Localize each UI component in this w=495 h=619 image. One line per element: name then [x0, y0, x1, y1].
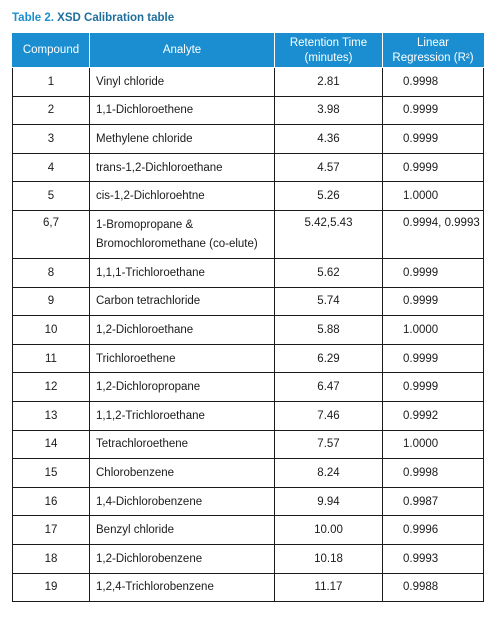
compound-cell: 2: [13, 96, 90, 125]
table-row: [13, 516, 484, 545]
compound-cell: 11: [13, 344, 90, 373]
compound-cell: 3: [13, 125, 90, 154]
table-row: [13, 96, 484, 125]
compound-cell: 9: [13, 287, 90, 316]
table-caption: [12, 12, 174, 24]
analyte-cell: Methylene chloride: [90, 125, 275, 154]
compound-cell: 5: [13, 182, 90, 211]
header-retention-time: [275, 34, 383, 68]
linear-regression-cell: 0.9998: [383, 68, 484, 97]
table-header-row: [13, 34, 484, 68]
retention-time-cell: 4.57: [275, 153, 383, 182]
linear-regression-cell: 0.9999: [383, 153, 484, 182]
table-row: [13, 210, 484, 258]
linear-regression-cell: 0.9999: [383, 96, 484, 125]
compound-cell: 1: [13, 68, 90, 97]
table-row: [13, 544, 484, 573]
table-row: [13, 573, 484, 602]
analyte-cell: [90, 210, 275, 258]
table-row: [13, 344, 484, 373]
table-row: [13, 182, 484, 211]
analyte-cell: 1,1-Dichloroethene: [90, 96, 275, 125]
analyte-line2: Bromochloromethane (co-elute): [96, 237, 258, 250]
retention-time-cell: 5.42,5.43: [275, 210, 383, 258]
analyte-cell: 1,2-Dichloropropane: [90, 373, 275, 402]
table-row: [13, 459, 484, 488]
analyte-cell: 1,4-Dichlorobenzene: [90, 487, 275, 516]
table-row: [13, 287, 484, 316]
retention-time-cell: 10.18: [275, 544, 383, 573]
compound-cell: 13: [13, 401, 90, 430]
compound-cell: 12: [13, 373, 90, 402]
table-row: [13, 258, 484, 287]
compound-cell: 16: [13, 487, 90, 516]
analyte-cell: 1,1,1-Trichloroethane: [90, 258, 275, 287]
retention-time-cell: 9.94: [275, 487, 383, 516]
calibration-table: [12, 33, 484, 602]
analyte-cell: trans-1,2-Dichloroethane: [90, 153, 275, 182]
compound-cell: 8: [13, 258, 90, 287]
analyte-cell: cis-1,2-Dichloroehtne: [90, 182, 275, 211]
table-row: [13, 487, 484, 516]
linear-regression-cell: 0.9999: [383, 258, 484, 287]
table-row: [13, 401, 484, 430]
linear-regression-cell: 0.9992: [383, 401, 484, 430]
analyte-cell: Tetrachloroethene: [90, 430, 275, 459]
retention-time-cell: 2.81: [275, 68, 383, 97]
retention-time-cell: 3.98: [275, 96, 383, 125]
table-row: [13, 430, 484, 459]
header-linear-regression-line1: Linear: [417, 36, 449, 49]
compound-cell: 4: [13, 153, 90, 182]
analyte-cell: Benzyl chloride: [90, 516, 275, 545]
linear-regression-cell: 0.9988: [383, 573, 484, 602]
retention-time-cell: 5.88: [275, 316, 383, 345]
retention-time-cell: 7.57: [275, 430, 383, 459]
linear-regression-cell: 0.9999: [383, 373, 484, 402]
analyte-cell: Chlorobenzene: [90, 459, 275, 488]
analyte-cell: 1,2-Dichlorobenzene: [90, 544, 275, 573]
retention-time-cell: 8.24: [275, 459, 383, 488]
table-row: [13, 316, 484, 345]
retention-time-cell: 11.17: [275, 573, 383, 602]
compound-cell: 18: [13, 544, 90, 573]
analyte-cell: 1,1,2-Trichloroethane: [90, 401, 275, 430]
header-linear-regression-line2: Regression (R²): [392, 51, 474, 64]
linear-regression-cell: 0.9994, 0.9993: [383, 210, 484, 258]
analyte-cell: 1,2-Dichloroethane: [90, 316, 275, 345]
retention-time-cell: 6.47: [275, 373, 383, 402]
analyte-cell: 1,2,4-Trichlorobenzene: [90, 573, 275, 602]
linear-regression-cell: 0.9999: [383, 344, 484, 373]
linear-regression-cell: 0.9998: [383, 459, 484, 488]
linear-regression-cell: 0.9996: [383, 516, 484, 545]
compound-cell: 10: [13, 316, 90, 345]
table-caption-label: Table 2.: [12, 12, 54, 24]
header-compound: Compound: [13, 34, 90, 68]
analyte-cell: Carbon tetrachloride: [90, 287, 275, 316]
retention-time-cell: 5.74: [275, 287, 383, 316]
table-caption-title: XSD Calibration table: [57, 12, 175, 24]
table-row: [13, 68, 484, 97]
linear-regression-cell: 1.0000: [383, 430, 484, 459]
linear-regression-cell: 1.0000: [383, 316, 484, 345]
compound-cell: 14: [13, 430, 90, 459]
table-body: [13, 68, 484, 602]
linear-regression-cell: 1.0000: [383, 182, 484, 211]
table-row: [13, 125, 484, 154]
table-row: [13, 373, 484, 402]
analyte-line1: 1-Bromopropane &: [96, 218, 194, 231]
compound-cell: 6,7: [13, 210, 90, 258]
compound-cell: 19: [13, 573, 90, 602]
retention-time-cell: 5.26: [275, 182, 383, 211]
table-row: [13, 153, 484, 182]
retention-time-cell: 5.62: [275, 258, 383, 287]
linear-regression-cell: 0.9993: [383, 544, 484, 573]
analyte-cell: Vinyl chloride: [90, 68, 275, 97]
retention-time-cell: 4.36: [275, 125, 383, 154]
header-retention-time-line2: (minutes): [304, 51, 353, 64]
retention-time-cell: 10.00: [275, 516, 383, 545]
analyte-cell: Trichloroethene: [90, 344, 275, 373]
linear-regression-cell: 0.9999: [383, 287, 484, 316]
header-analyte: Analyte: [90, 34, 275, 68]
compound-cell: 17: [13, 516, 90, 545]
retention-time-cell: 7.46: [275, 401, 383, 430]
retention-time-cell: 6.29: [275, 344, 383, 373]
header-linear-regression: [383, 34, 484, 68]
header-retention-time-line1: Retention Time: [289, 36, 368, 49]
linear-regression-cell: 0.9987: [383, 487, 484, 516]
linear-regression-cell: 0.9999: [383, 125, 484, 154]
compound-cell: 15: [13, 459, 90, 488]
